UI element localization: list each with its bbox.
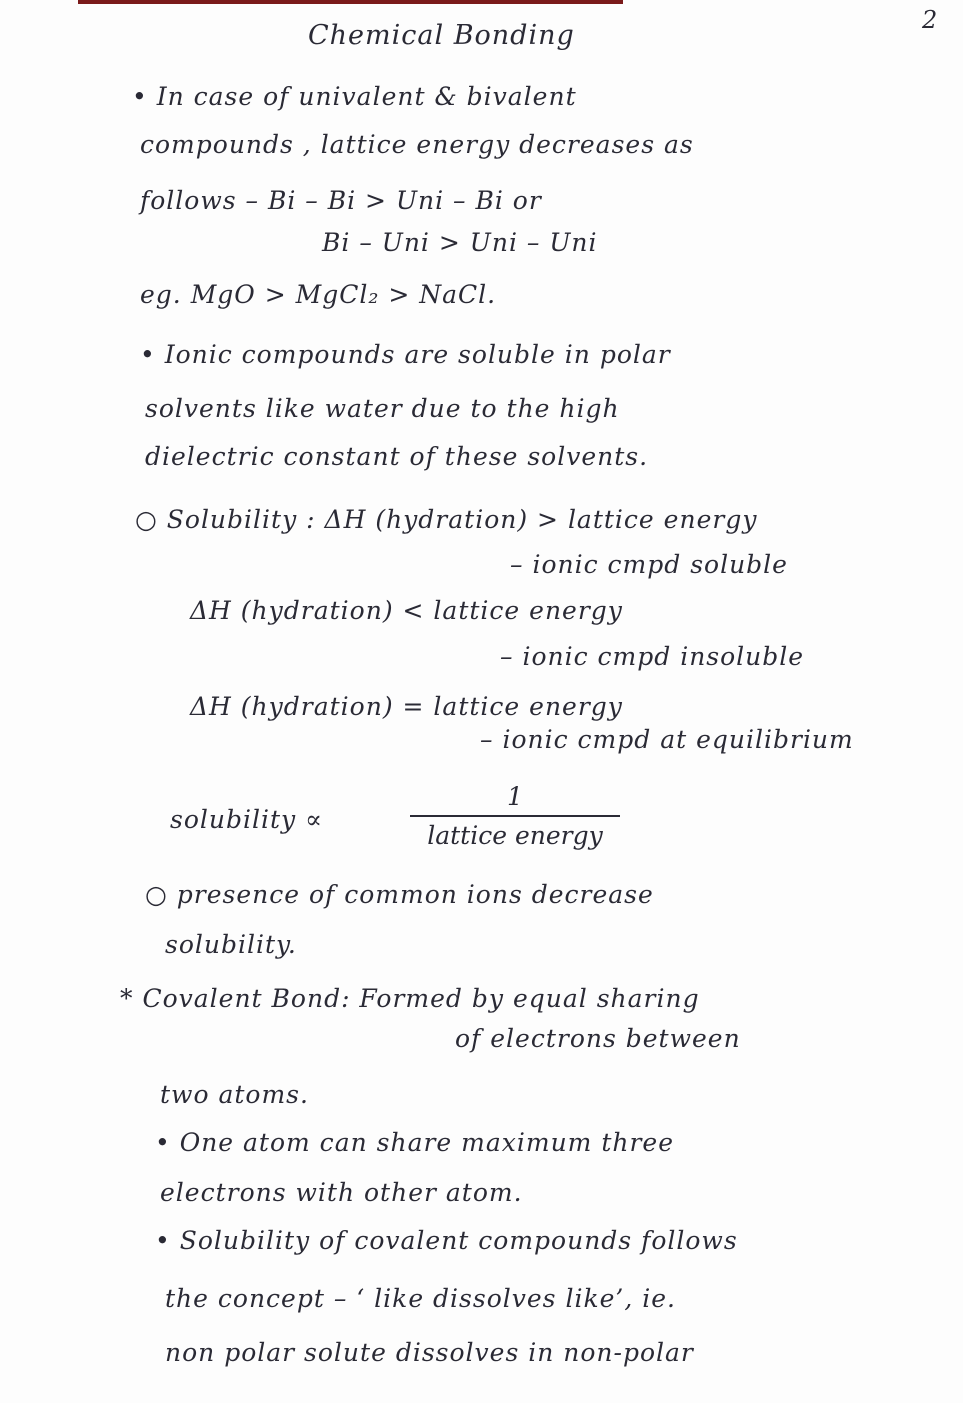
page-title: Chemical Bonding bbox=[308, 20, 575, 51]
note-line: • Ionic compounds are soluble in polar bbox=[140, 340, 671, 369]
page-number: 2 bbox=[922, 6, 938, 34]
note-line: two atoms. bbox=[160, 1080, 309, 1109]
note-line: electrons with other atom. bbox=[160, 1178, 523, 1207]
top-edge-line bbox=[78, 0, 623, 4]
note-line: – ionic cmpd at equilibrium bbox=[480, 725, 854, 754]
note-line: ΔH (hydration) < lattice energy bbox=[190, 596, 623, 625]
fraction-numerator: 1 bbox=[410, 782, 620, 817]
note-line: compounds , lattice energy decreases as bbox=[140, 130, 694, 159]
note-line: – ionic cmpd insoluble bbox=[500, 642, 805, 671]
note-line: Bi – Uni > Uni – Uni bbox=[322, 228, 598, 257]
note-line: follows – Bi – Bi > Uni – Bi or bbox=[140, 186, 542, 215]
note-line: ○ Solubility : ΔH (hydration) > lattice energy bbox=[135, 505, 758, 534]
note-line: • In case of univalent & bivalent bbox=[132, 82, 577, 111]
note-line: dielectric constant of these solvents. bbox=[145, 442, 649, 471]
note-line: of electrons between bbox=[455, 1024, 741, 1053]
note-line: the concept – ‘ like dissolves like’, ie. bbox=[165, 1284, 676, 1313]
note-line: non polar solute dissolves in non-polar bbox=[165, 1338, 694, 1367]
note-line: solvents like water due to the high bbox=[145, 394, 620, 423]
note-line: • One atom can share maximum three bbox=[155, 1128, 675, 1157]
note-line: ○ presence of common ions decrease bbox=[145, 880, 654, 909]
note-line: ΔH (hydration) = lattice energy bbox=[190, 692, 623, 721]
note-line: • Solubility of covalent compounds follows bbox=[155, 1226, 738, 1255]
fraction bbox=[410, 782, 620, 850]
note-line: eg. MgO > MgCl₂ > NaCl. bbox=[140, 280, 497, 309]
note-line: solubility. bbox=[165, 930, 297, 959]
fraction-denominator: lattice energy bbox=[427, 821, 603, 850]
note-line: solubility ∝ bbox=[170, 805, 324, 834]
note-line: * Covalent Bond: Formed by equal sharing bbox=[120, 984, 700, 1013]
note-line: – ionic cmpd soluble bbox=[510, 550, 788, 579]
